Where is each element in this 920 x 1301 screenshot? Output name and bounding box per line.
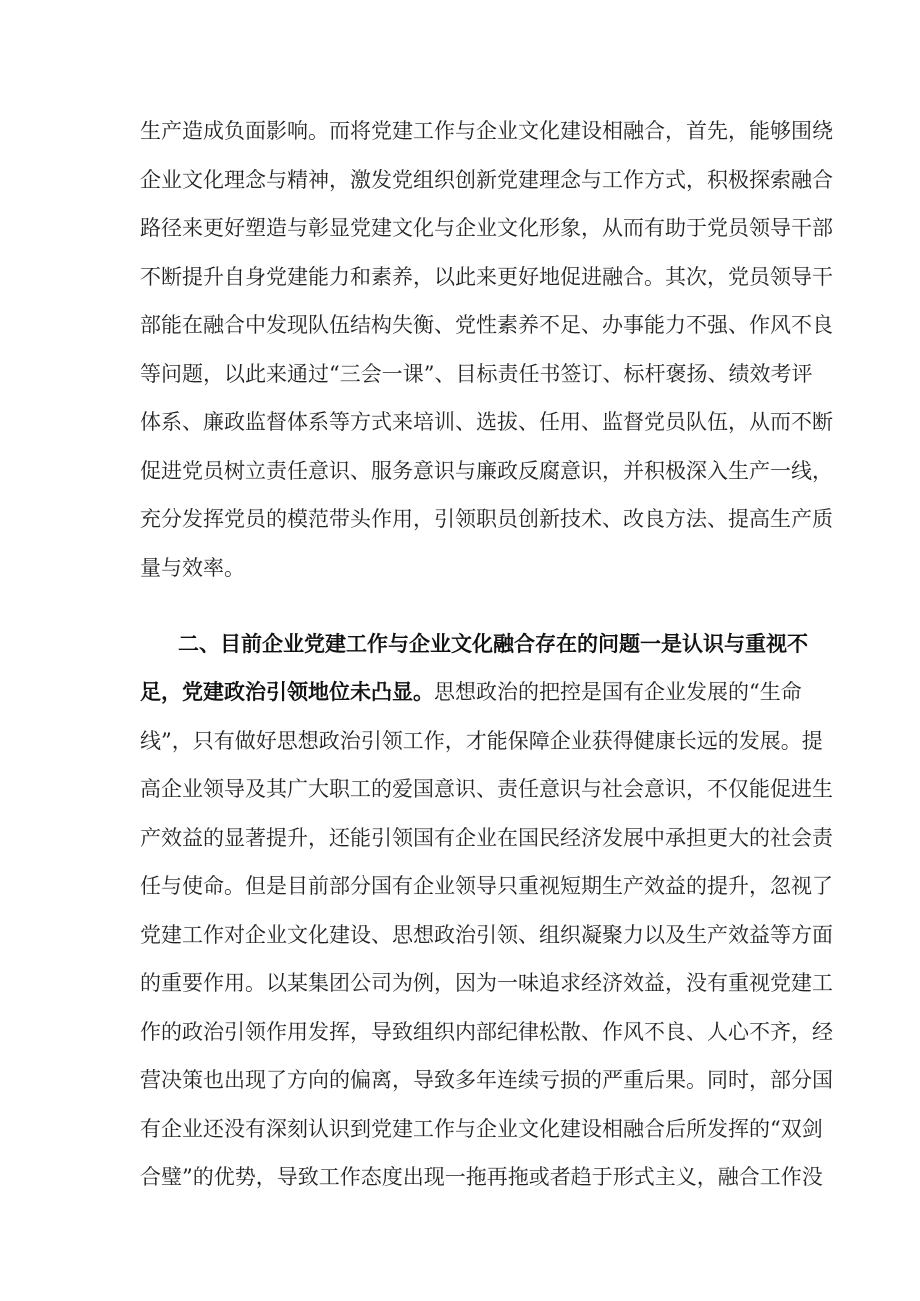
paragraph-2-line-9: 作的政治引领作用发挥，导致组织内部纪律松散、作风不良、人心不齐，经 (140, 1020, 833, 1044)
paragraph-1-line-4: 不断提升自身党建能力和素养，以此来更好地促进融合。其次，党员领导干 (140, 265, 833, 289)
paragraph-2-line-5: 产效益的显著提升，还能引领国有企业在国民经济发展中承担更大的社会责 (140, 826, 833, 850)
paragraph-2-line-4: 高企业领导及其广大职工的爱国意识、责任意识与社会意识，不仅能促进生 (140, 777, 833, 801)
paragraph-2-line-8: 的重要作用。以某集团公司为例，因为一味追求经济效益，没有重视党建工 (140, 971, 833, 995)
paragraph-1-line-2: 企业文化理念与精神，激发党组织创新党建理念与工作方式，积极探索融合 (140, 168, 833, 192)
paragraph-2-line-10: 营决策也出现了方向的偏离，导致多年连续亏损的严重后果。同时，部分国 (140, 1068, 833, 1092)
section-heading-line-2 (140, 678, 802, 706)
paragraph-1-line-1: 生产造成负面影响。而将党建工作与企业文化建设相融合，首先，能够围绕 (140, 119, 833, 143)
paragraph-2-line-11: 有企业还没有深刻认识到党建工作与企业文化建设相融合后所发挥的“双剑 (140, 1117, 823, 1141)
paragraph-1-line-3: 路径来更好塑造与彰显党建文化与企业文化形象，从而有助于党员领导干部 (140, 216, 833, 240)
paragraph-1-line-6: 等问题，以此来通过“三会一课”、目标责任书签订、标杆褒扬、绩效考评 (140, 362, 813, 386)
paragraph-2-line-6: 任与使命。但是目前部分国有企业领导只重视短期生产效益的提升，忽视了 (140, 874, 833, 898)
paragraph-1-line-10: 量与效率。 (140, 556, 245, 580)
section-heading-line-1: 二、目前企业党建工作与企业文化融合存在的问题一是认识与重视不 (178, 631, 808, 656)
paragraph-2-line-3: 线”，只有做好思想政治引领工作，才能保障企业获得健康长远的发展。提 (140, 729, 823, 753)
paragraph-1-line-9: 充分发挥党员的模范带头作用，引领职员创新技术、改良方法、提高生产质 (140, 507, 833, 531)
paragraph-2-line-7: 党建工作对企业文化建设、思想政治引领、组织凝聚力以及生产效益等方面 (140, 923, 833, 947)
paragraph-1-line-7: 体系、廉政监督体系等方式来培训、选拔、任用、监督党员队伍，从而不断 (140, 410, 833, 434)
paragraph-2-line-12: 合璧”的优势，导致工作态度出现一拖再拖或者趋于形式主义，融合工作没 (140, 1165, 823, 1189)
section-heading-tail: 足，党建政治引领地位未凸显。 (140, 679, 434, 704)
paragraph-1-line-5: 部能在融合中发现队伍结构失衡、党性素养不足、办事能力不强、作风不良 (140, 313, 833, 337)
paragraph-1-line-8: 促进党员树立责任意识、服务意识与廉政反腐意识，并积极深入生产一线， (140, 459, 833, 483)
paragraph-2-line-2-text: 思想政治的把控是国有企业发展的“生命 (434, 680, 802, 704)
